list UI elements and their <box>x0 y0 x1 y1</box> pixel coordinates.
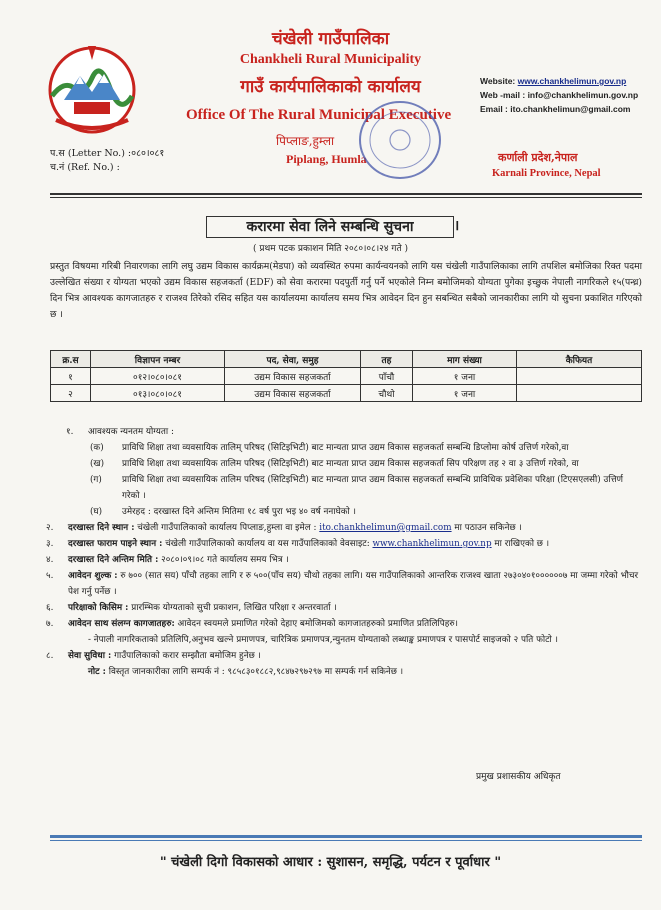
application-email-link[interactable]: ito.chankhelimun@gmail.com <box>319 523 452 533</box>
item-number: ८. <box>46 651 54 661</box>
list-item <box>46 600 641 616</box>
item-text-end: मा राखिएको छ । <box>494 539 550 549</box>
col-header-ad-number: विज्ञापन नम्बर <box>91 351 225 368</box>
table-row <box>51 385 642 402</box>
item-number: ४. <box>46 555 54 565</box>
list-item <box>90 472 641 504</box>
item-number: ६. <box>46 603 54 613</box>
item-label: दरखास्त दिने स्थान : <box>68 523 135 533</box>
sub-text: प्राविधि शिक्षा तथा व्यवसायिक तालिम परिषद (सिटिइभिटी) बाट मान्यता प्राप्त उद्यम विकास सहजकर्ता सम्बन्धि प्राविधिक प्रवेशिका परिक्षा (टिएसएलसी) उत्तिर्ण गरेको । <box>122 475 624 501</box>
cell-demand: १ जना <box>413 368 517 385</box>
item-number: १. <box>66 427 74 437</box>
ref-number: च.नं (Ref. No.) : <box>50 162 120 173</box>
list-item <box>66 424 641 440</box>
notice-title: करारमा सेवा लिने सम्बन्धि सुचना <box>206 216 454 238</box>
item-label: दरखास्त फाराम पाइने स्थान : <box>68 539 163 549</box>
email-label: Email : <box>480 104 508 114</box>
place-nepali: पिप्लाङ,हुम्ला <box>276 134 335 148</box>
office-name-english: Office Of The Rural Municipal Executive <box>186 107 452 123</box>
municipality-name-nepali: चंखेली गाउँपालिका <box>271 29 390 49</box>
col-header-sn: क्र.स <box>51 351 91 368</box>
cell-remarks <box>517 368 642 385</box>
website-form-link[interactable]: www.chankhelimun.gov.np <box>372 539 492 549</box>
list-item <box>46 520 641 536</box>
cell-ad-number: ०१३।०८०।०८१ <box>91 385 225 402</box>
item-text: रु ७०० (सात सय) पाँचौ तहका लागि र रु ५००(पाँच सय) चौथो तहका लागि। यस गाउँपालिकाको आन्तरिक राजश्व खाता २७३०४०१००००००७ मा जम्मा गरेको भौचर पेश गर्नु पर्नेछ । <box>68 571 639 597</box>
col-header-post: पद, सेवा, समुह <box>225 351 361 368</box>
province-nepali: कर्णाली प्रदेश,नेपाल <box>498 151 578 164</box>
item-text: गाउँपालिकाको करार सम्झौता बमोजिम हुनेछ । <box>114 651 261 661</box>
sub-label: (ग) <box>90 475 102 485</box>
item-text: २०८०।०९।०८ गते कार्यालय समय भित्र । <box>161 555 289 565</box>
webmail-value[interactable]: info@chankhelimun.gov.np <box>527 90 639 100</box>
list-item <box>46 648 641 664</box>
col-header-level: तह <box>361 351 413 368</box>
notice-intro-paragraph: प्रस्तुत विषयमा गरिबी निवारणका लागि लघु उद्यम विकास कार्यक्रम(मेडपा) को व्यवस्थित रुपमा कार्यन्वयनको लागि यस चंखेली गाउँपालिकाका लागि तपशिल बमोजिका रिक्त पदमा उल्लेखित संख्या र योग्यता भएको उद्यम विकास सहजकर्ता (EDF) को सेवा करारमा पदपुर्ती गर्नु पर्ने भएकोले निम्न बमोजिमको योग्यता पुगेका इच्छुक नेपाली नागरिकले १५(पन्ध्र) दिन भित्र आवश्यक कागजातहरु र राजश्व तिरेको रसिद सहित यस कार्यालयमा कार्यालय समय भित्र आवेदन दिन हुन सबन्धित सबैको जानकारीका लागि यो सुचना प्रकाशित गरिएको छ । <box>50 261 642 320</box>
office-name-nepali: गाउँ कार्यपालिकाको कार्यालय <box>240 77 421 97</box>
footer-divider-thin <box>50 840 642 841</box>
item-text: आवेदन स्वयमले प्रमाणित गरेको देहाए बमोजिमको कागजातहरुको प्रमाणित प्रतिलिपिहरु। <box>177 619 458 629</box>
email-value[interactable]: ito.chankhelimun@gmail.com <box>510 104 631 114</box>
letter-number: प.स (Letter No.) :०८०।०८१ <box>50 148 165 159</box>
signature-title: प्रमुख प्रशासकीय अधिकृत <box>476 772 561 782</box>
list-item <box>46 536 641 552</box>
table-header-row <box>51 351 642 368</box>
reference-numbers <box>50 147 164 175</box>
municipality-name-english: Chankheli Rural Municipality <box>239 52 422 67</box>
item-text: चंखेली गाउँपालिकाको कार्यालय पिप्लाङ,हुम्ला वा इमेल : <box>137 523 317 533</box>
cell-level: चौथो <box>361 385 413 402</box>
list-item <box>46 552 641 568</box>
sub-text: उमेरहद : दरखास्त दिने अन्तिम मितिमा १८ वर्ष पुरा भइ ४० वर्ष ननाघेको । <box>122 507 356 517</box>
contact-block <box>480 74 638 116</box>
list-item <box>46 616 641 632</box>
footer-motto: " चंखेली दिगो विकासको आधार : सुशासन, समृद्धि, पर्यटन र पूर्वाधार " <box>159 855 502 870</box>
note-text: विस्तृत जानकारीका लागि सम्पर्क नं : ९८५८३०१८८२,९८४७२९७२९७ मा सम्पर्क गर्न सकिनेछ । <box>108 667 404 677</box>
col-header-remarks: कैफियत <box>517 351 642 368</box>
notice-title-end: । <box>454 218 460 234</box>
cell-ad-number: ०१२।०८०।०८१ <box>91 368 225 385</box>
publish-date: ( प्रथम पटक प्रकाशन मिति २०८०।०८।२४ गते ) <box>253 244 408 254</box>
qualification-title: आवश्यक न्यनतम योग्यता : <box>88 427 174 437</box>
cell-post: उद्यम विकास सहजकर्ता <box>225 385 361 402</box>
note-line <box>88 664 641 680</box>
sub-text: प्राविधि शिक्षा तथा व्यवसायिक तालिम् परिषद (सिटिइभिटी) बाट मान्यता प्राप्त उद्यम विकास सहजकर्ता सम्बन्धि डिप्लोमा कोर्ष उत्तिर्ण गरेको,वा <box>122 443 569 453</box>
vacancy-table <box>50 350 642 402</box>
header-divider <box>50 193 642 195</box>
item-text: प्रारम्भिक योग्यताको सुची प्रकाशन, लिखित परिक्षा र अन्तरवार्ता । <box>131 603 337 613</box>
sub-label: (घ) <box>90 507 103 517</box>
item-number: २. <box>46 523 54 533</box>
item-label: सेवा सुविधा : <box>68 651 112 661</box>
item-number: ७. <box>46 619 54 629</box>
sub-text: प्राविधि शिक्षा तथा व्यवसायिक तालिम परिषद (सिटिइभिटी) बाट मान्यता प्राप्त उद्यम विकास सहजकर्ता सिप परिक्षण तह २ वा ३ उत्तिर्ण गरेको, वा <box>122 459 579 469</box>
office-stamp-seal <box>354 96 446 184</box>
list-item <box>90 456 641 472</box>
note-label: नोट : <box>88 667 106 677</box>
item-label: परिक्षाको किसिम : <box>68 603 129 613</box>
website-link[interactable]: www.chankhelimun.gov.np <box>517 76 627 86</box>
province-english: Karnali Province, Nepal <box>492 168 601 179</box>
header-divider-thin <box>50 197 642 198</box>
item-number: ५. <box>46 571 54 581</box>
item-text-end: मा पठाउन सकिनेछ । <box>454 523 522 533</box>
cell-sn: १ <box>51 368 91 385</box>
item-number: ३. <box>46 539 54 549</box>
list-item <box>90 440 641 456</box>
footer-divider <box>50 835 642 838</box>
list-item <box>90 504 641 520</box>
webmail-label: Web -mail : <box>480 90 526 100</box>
list-item: - नेपाली नागरिकताको प्रतिलिपि,अनुभव खल्ने प्रमाणपत्र, चारित्रिक प्रमाणपत्र,न्युनतम योग्यताको लब्धाङ्क प्रमाणपत्र र पासपोर्ट साइजको २ पति फोटो । <box>88 635 558 645</box>
cell-post: उद्यम विकास सहजकर्ता <box>225 368 361 385</box>
website-label: Website: <box>480 76 516 86</box>
item-text: चंखेली गाउँपालिकाको कार्यालय वा यस गाउँपालिकाको वेवसाइट: <box>165 539 370 549</box>
place-english: Piplang, Humla <box>286 152 367 166</box>
cell-demand: १ जना <box>413 385 517 402</box>
col-header-demand: माग संख्या <box>413 351 517 368</box>
table-row <box>51 368 642 385</box>
list-item <box>46 568 641 600</box>
cell-level: पाँचौ <box>361 368 413 385</box>
item-label: आवेदन शुल्क : <box>68 571 118 581</box>
sub-label: (क) <box>90 443 104 453</box>
requirements-list <box>46 424 641 680</box>
cell-remarks <box>517 385 642 402</box>
sub-label: (ख) <box>90 459 105 469</box>
cell-sn: २ <box>51 385 91 402</box>
item-label: दरखास्त दिने अन्तिम मिति : <box>68 555 159 565</box>
item-label: आवेदन साथ संलग्न कागजातहरु: <box>68 619 175 629</box>
